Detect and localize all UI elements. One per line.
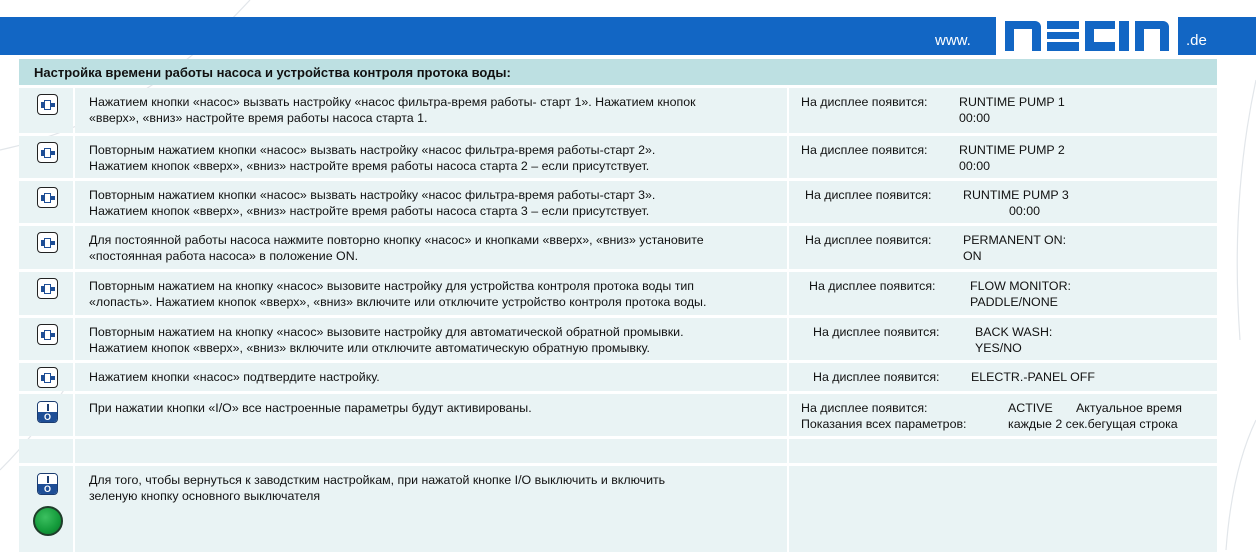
icon-cell — [19, 136, 73, 178]
necon-logo — [996, 12, 1178, 58]
table-row — [19, 272, 1217, 315]
display-value: Актуальное время — [1076, 401, 1182, 415]
icon-cell — [19, 181, 73, 223]
instruction-line: «лопасть». Нажатием кнопок «вверх», «вниз» включите или отключите устройство контроля протока воды. — [89, 295, 707, 309]
display-value: ELECTR.-PANEL OFF — [971, 370, 1095, 384]
instruction-line: «постоянная работа насоса» в положение ON. — [89, 249, 359, 263]
instruction-line: Нажатием кнопок «вверх», «вниз» настройте время работы насоса старта 3 – если присутствует. — [89, 204, 650, 218]
display-value: 00:00 — [1009, 204, 1041, 218]
display-value: каждые 2 сек.бегущая строка — [1008, 417, 1178, 431]
display-value: 00:00 — [959, 111, 991, 125]
instruction-line: «вверх», «вниз» настройте время работы насоса старта 1. — [89, 111, 428, 125]
display-value: YES/NO — [975, 341, 1022, 355]
instruction-line: зеленую кнопку основного выключателя — [89, 489, 321, 503]
instruction-line: Повторным нажатием кнопки «насос» вызвать настройку «насос фильтра-время работы-старт 3». — [89, 188, 656, 202]
instruction-line: Повторным нажатием на кнопку «насос» вызовите настройку для устройства контроля протока воды тип — [89, 279, 695, 293]
display-label: На дисплее появится: — [809, 279, 936, 293]
display-cell — [789, 466, 1217, 552]
necon-logo-icon — [1003, 17, 1171, 53]
instruction-table — [19, 88, 1217, 552]
pump-button-icon — [37, 94, 58, 115]
table-row — [19, 394, 1217, 436]
display-value: FLOW MONITOR: — [970, 279, 1071, 293]
table-row-empty — [19, 439, 1217, 463]
icon-cell — [19, 394, 73, 436]
display-value: RUNTIME PUMP 3 — [963, 188, 1069, 202]
display-value: 00:00 — [959, 159, 991, 173]
website-prefix: www. — [935, 32, 971, 49]
icon-cell — [19, 466, 73, 552]
table-row — [19, 318, 1217, 360]
icon-cell — [19, 226, 73, 269]
display-label: Показания всех параметров: — [801, 417, 967, 431]
icon-cell — [19, 439, 73, 463]
io-button-icon — [37, 473, 58, 495]
display-cell — [789, 136, 1217, 178]
io-button-o-label: O — [38, 484, 57, 494]
table-row — [19, 136, 1217, 178]
table-row — [19, 181, 1217, 223]
table-row — [19, 363, 1217, 391]
instruction-text — [75, 181, 787, 223]
pump-button-icon — [37, 367, 58, 388]
instruction-line: Повторным нажатием на кнопку «насос» вызовите настройку для автоматической обратной промывки. — [89, 325, 684, 339]
display-cell — [789, 226, 1217, 269]
display-cell — [789, 272, 1217, 315]
instruction-text — [75, 88, 787, 133]
io-button-o-label: O — [38, 412, 57, 422]
display-value: PADDLE/NONE — [970, 295, 1058, 309]
green-main-switch-icon — [33, 506, 63, 536]
instruction-line: Нажатием кнопки «насос» подтвердите настройку. — [89, 370, 380, 384]
display-cell — [789, 363, 1217, 391]
instruction-text — [75, 439, 787, 463]
icon-cell — [19, 88, 73, 133]
display-label: На дисплее появится: — [813, 370, 940, 384]
pump-button-icon — [37, 324, 58, 345]
instruction-text — [75, 272, 787, 315]
instruction-line: Нажатием кнопки «насос» вызвать настройку «насос фильтра-время работы- старт 1». Нажатием кнопок — [89, 95, 696, 109]
display-cell — [789, 394, 1217, 436]
icon-cell — [19, 363, 73, 391]
table-row — [19, 88, 1217, 133]
display-label: На дисплее появится: — [801, 401, 928, 415]
display-label: На дисплее появится: — [805, 233, 932, 247]
display-value: RUNTIME PUMP 1 — [959, 95, 1065, 109]
pump-button-icon — [37, 187, 58, 208]
io-button-icon — [37, 401, 58, 423]
instruction-line: Для того, чтобы вернуться к заводстким настройкам, при нажатой кнопке I/O выключить и включить — [89, 473, 666, 487]
display-label: На дисплее появится: — [801, 95, 928, 109]
pump-button-icon — [37, 278, 58, 299]
display-value: BACK WASH: — [975, 325, 1053, 339]
display-value: RUNTIME PUMP 2 — [959, 143, 1065, 157]
icon-cell — [19, 272, 73, 315]
instruction-line: Нажатием кнопок «вверх», «вниз» настройте время работы насоса старта 2 – если присутствует. — [89, 159, 650, 173]
display-label: На дисплее появится: — [801, 143, 928, 157]
instruction-text — [75, 318, 787, 360]
instruction-text — [75, 363, 787, 391]
instruction-text — [75, 136, 787, 178]
table-row — [19, 466, 1217, 552]
pump-button-icon — [37, 142, 58, 163]
pump-button-icon — [37, 232, 58, 253]
instruction-line: Повторным нажатием кнопки «насос» вызвать настройку «насос фильтра-время работы-старт 2». — [89, 143, 656, 157]
table-row — [19, 226, 1217, 269]
instruction-line: Нажатием кнопок «вверх», «вниз» включите или отключите автоматическую обратную промывку. — [89, 341, 650, 355]
display-cell — [789, 439, 1217, 463]
instruction-text — [75, 466, 787, 552]
display-value: ACTIVE — [1008, 401, 1053, 415]
display-label: На дисплее появится: — [813, 325, 940, 339]
display-cell — [789, 318, 1217, 360]
instruction-text — [75, 226, 787, 269]
display-value: ON — [963, 249, 982, 263]
website-suffix: .de — [1186, 32, 1207, 49]
section-title: Настройка времени работы насоса и устройства контроля протока воды: — [19, 59, 1217, 85]
icon-cell — [19, 318, 73, 360]
display-label: На дисплее появится: — [805, 188, 932, 202]
instruction-line: Для постоянной работы насоса нажмите повторно кнопку «насос» и кнопками «вверх», «вниз» установите — [89, 233, 704, 247]
display-cell — [789, 181, 1217, 223]
display-cell — [789, 88, 1217, 133]
display-value: PERMANENT ON: — [963, 233, 1067, 247]
instruction-line: При нажатии кнопки «I/O» все настроенные параметры будут активированы. — [89, 401, 532, 415]
instruction-text — [75, 394, 787, 436]
